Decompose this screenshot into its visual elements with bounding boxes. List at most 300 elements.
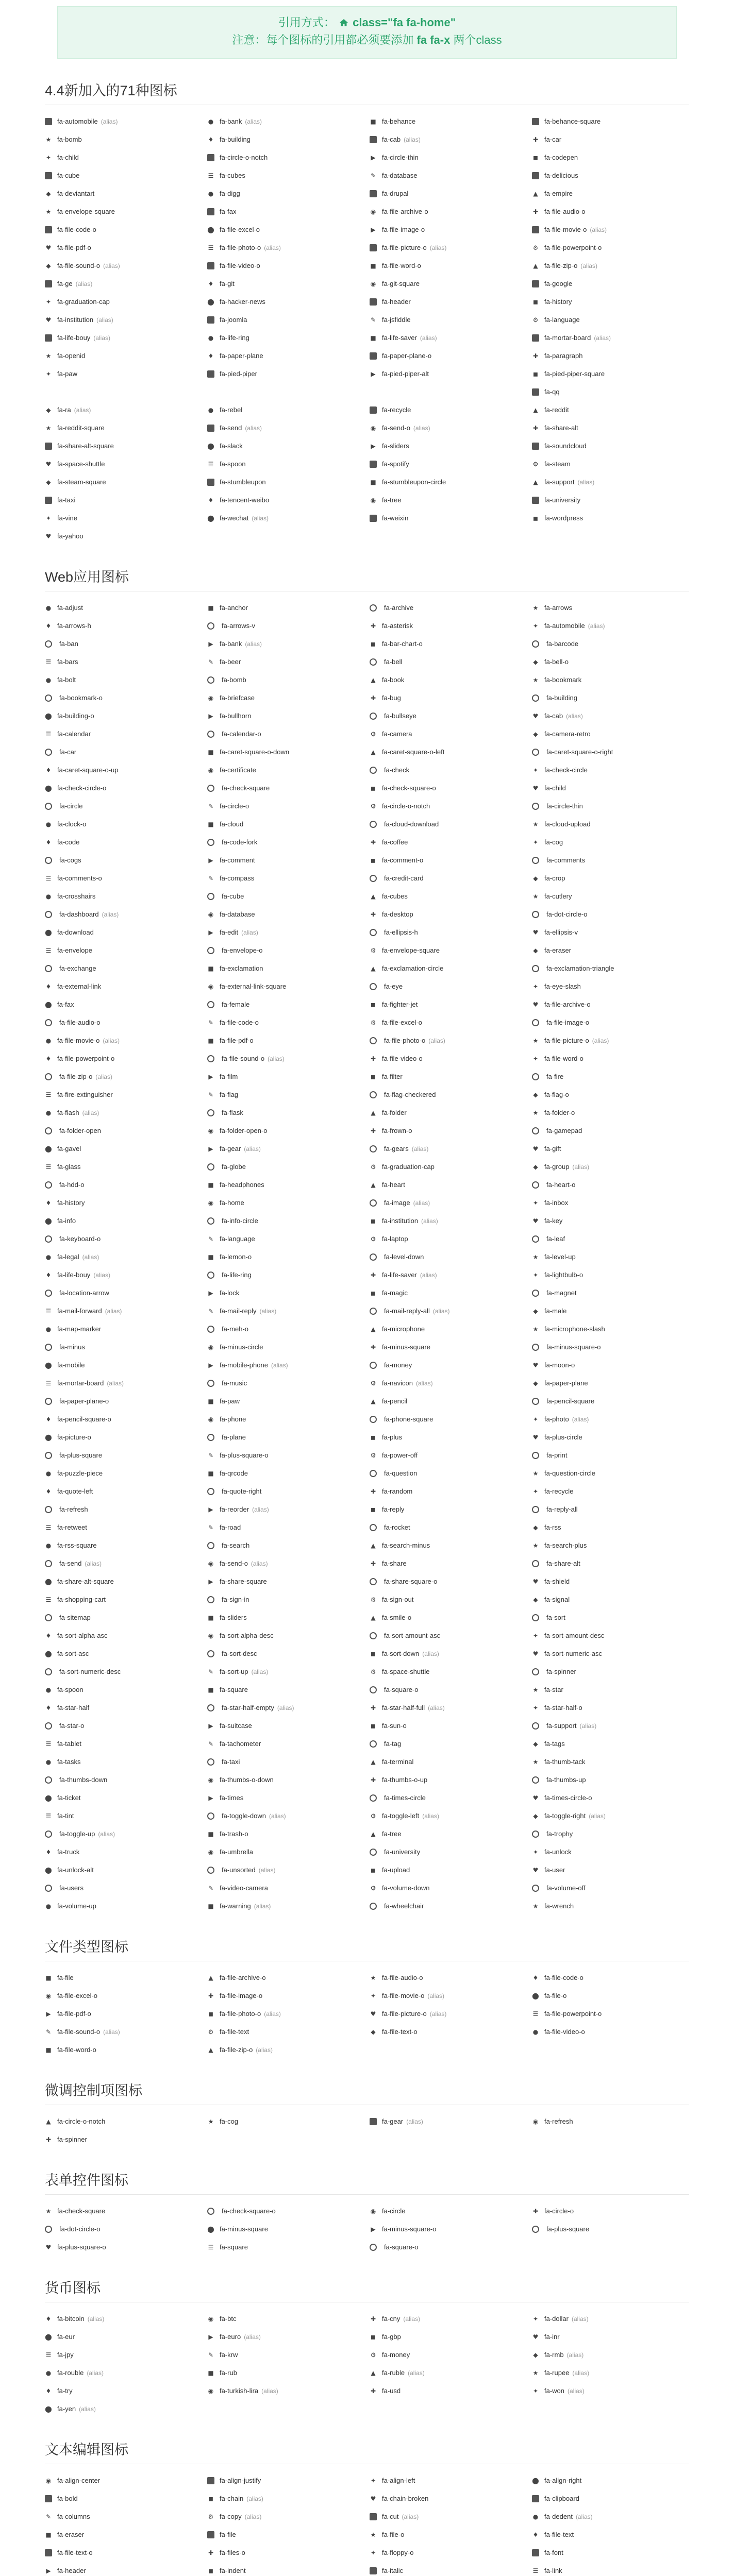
- icon-list-item[interactable]: [532, 1879, 689, 1897]
- icon-list-item[interactable]: [532, 1013, 689, 1031]
- icon-list-item[interactable]: [45, 1266, 202, 1284]
- icon-list-item[interactable]: [207, 365, 364, 383]
- icon-list-item[interactable]: [45, 653, 202, 671]
- icon-list-item[interactable]: [207, 743, 364, 761]
- icon-list-item[interactable]: [45, 2112, 202, 2130]
- icon-list-item[interactable]: [532, 1140, 689, 1158]
- icon-list-item[interactable]: [532, 2364, 689, 2382]
- icon-list-item[interactable]: [370, 815, 527, 833]
- icon-list-item[interactable]: [370, 1104, 527, 1122]
- icon-list-item[interactable]: [207, 2220, 364, 2238]
- icon-list-item[interactable]: [532, 1681, 689, 1699]
- icon-list-item[interactable]: [207, 1212, 364, 1230]
- icon-list-item[interactable]: [532, 275, 689, 293]
- icon-list-item[interactable]: [532, 2023, 689, 2041]
- icon-list-item[interactable]: [207, 1735, 364, 1753]
- icon-list-item[interactable]: [45, 1176, 202, 1194]
- icon-list-item[interactable]: [370, 1554, 527, 1572]
- icon-list-item[interactable]: [45, 2507, 202, 2526]
- icon-list-item[interactable]: [370, 1663, 527, 1681]
- icon-list-item[interactable]: [370, 2328, 527, 2346]
- icon-list-item[interactable]: [45, 2346, 202, 2364]
- icon-list-item[interactable]: [45, 941, 202, 959]
- icon-list-item[interactable]: [370, 166, 527, 184]
- icon-list-item[interactable]: [532, 1122, 689, 1140]
- icon-list-item[interactable]: [207, 2562, 364, 2576]
- icon-list-item[interactable]: [370, 437, 527, 455]
- icon-list-item[interactable]: [45, 2364, 202, 2382]
- icon-list-item[interactable]: [45, 401, 202, 419]
- icon-list-item[interactable]: [370, 599, 527, 617]
- icon-list-item[interactable]: [532, 1194, 689, 1212]
- icon-list-item[interactable]: [45, 148, 202, 166]
- icon-list-item[interactable]: [207, 1825, 364, 1843]
- icon-list-item[interactable]: [45, 1212, 202, 1230]
- icon-list-item[interactable]: [207, 1410, 364, 1428]
- icon-list-item[interactable]: [45, 1825, 202, 1843]
- icon-list-item[interactable]: [532, 1464, 689, 1482]
- icon-list-item[interactable]: [207, 779, 364, 797]
- icon-list-item[interactable]: [207, 671, 364, 689]
- icon-list-item[interactable]: [45, 815, 202, 833]
- icon-list-item[interactable]: [45, 1771, 202, 1789]
- icon-list-item[interactable]: [45, 1645, 202, 1663]
- icon-list-item[interactable]: [370, 2346, 527, 2364]
- icon-list-item[interactable]: [370, 1590, 527, 1608]
- icon-list-item[interactable]: [207, 473, 364, 491]
- icon-list-item[interactable]: [45, 2328, 202, 2346]
- icon-list-item[interactable]: [532, 1843, 689, 1861]
- icon-list-item[interactable]: [45, 977, 202, 995]
- icon-list-item[interactable]: [207, 761, 364, 779]
- icon-list-item[interactable]: [532, 1699, 689, 1717]
- icon-list-item[interactable]: [532, 689, 689, 707]
- icon-list-item[interactable]: [370, 311, 527, 329]
- icon-list-item[interactable]: [532, 1608, 689, 1626]
- icon-list-item[interactable]: [45, 743, 202, 761]
- icon-list-item[interactable]: [207, 725, 364, 743]
- icon-list-item[interactable]: [370, 2489, 527, 2507]
- icon-list-item[interactable]: [45, 1374, 202, 1392]
- icon-list-item[interactable]: [532, 329, 689, 347]
- icon-list-item[interactable]: [370, 2507, 527, 2526]
- icon-list-item[interactable]: [45, 1699, 202, 1717]
- icon-list-item[interactable]: [207, 455, 364, 473]
- icon-list-item[interactable]: [45, 1590, 202, 1608]
- icon-list-item[interactable]: [45, 509, 202, 527]
- icon-list-item[interactable]: [207, 329, 364, 347]
- icon-list-item[interactable]: [532, 2489, 689, 2507]
- icon-list-item[interactable]: [45, 347, 202, 365]
- icon-list-item[interactable]: [532, 1230, 689, 1248]
- icon-list-item[interactable]: [45, 797, 202, 815]
- icon-list-item[interactable]: [207, 2023, 364, 2041]
- icon-list-item[interactable]: [207, 1753, 364, 1771]
- icon-list-item[interactable]: [207, 2364, 364, 2382]
- icon-list-item[interactable]: [532, 1572, 689, 1590]
- icon-list-item[interactable]: [370, 1212, 527, 1230]
- icon-list-item[interactable]: [532, 2562, 689, 2576]
- icon-list-item[interactable]: [45, 1284, 202, 1302]
- icon-list-item[interactable]: [532, 725, 689, 743]
- icon-list-item[interactable]: [207, 653, 364, 671]
- icon-list-item[interactable]: [45, 2220, 202, 2238]
- icon-list-item[interactable]: [370, 2562, 527, 2576]
- icon-list-item[interactable]: [370, 1086, 527, 1104]
- icon-list-item[interactable]: [370, 1645, 527, 1663]
- icon-list-item[interactable]: [45, 2310, 202, 2328]
- icon-list-item[interactable]: [207, 1969, 364, 1987]
- icon-list-item[interactable]: [207, 833, 364, 851]
- icon-list-item[interactable]: [370, 725, 527, 743]
- icon-list-item[interactable]: [370, 2202, 527, 2220]
- icon-list-item[interactable]: [207, 2382, 364, 2400]
- icon-list-item[interactable]: [370, 1013, 527, 1031]
- icon-list-item[interactable]: [532, 1825, 689, 1843]
- icon-list-item[interactable]: [45, 869, 202, 887]
- icon-list-item[interactable]: [532, 347, 689, 365]
- icon-list-item[interactable]: [45, 689, 202, 707]
- icon-list-item[interactable]: [207, 257, 364, 275]
- icon-list-item[interactable]: [370, 202, 527, 221]
- icon-list-item[interactable]: [532, 1753, 689, 1771]
- icon-list-item[interactable]: [370, 509, 527, 527]
- icon-list-item[interactable]: [207, 509, 364, 527]
- icon-list-item[interactable]: [207, 1482, 364, 1500]
- icon-list-item[interactable]: [45, 455, 202, 473]
- icon-list-item[interactable]: [370, 1410, 527, 1428]
- icon-list-item[interactable]: [207, 221, 364, 239]
- icon-list-item[interactable]: [532, 221, 689, 239]
- icon-list-item[interactable]: [207, 1302, 364, 1320]
- icon-list-item[interactable]: [370, 707, 527, 725]
- icon-list-item[interactable]: [45, 1897, 202, 1915]
- icon-list-item[interactable]: [207, 1086, 364, 1104]
- icon-list-item[interactable]: [532, 1861, 689, 1879]
- icon-list-item[interactable]: [532, 1067, 689, 1086]
- icon-list-item[interactable]: [532, 959, 689, 977]
- icon-list-item[interactable]: [207, 311, 364, 329]
- icon-list-item[interactable]: [207, 437, 364, 455]
- icon-list-item[interactable]: [370, 671, 527, 689]
- icon-list-item[interactable]: [207, 419, 364, 437]
- icon-list-item[interactable]: [370, 1482, 527, 1500]
- icon-list-item[interactable]: [207, 1248, 364, 1266]
- icon-list-item[interactable]: [207, 797, 364, 815]
- icon-list-item[interactable]: [370, 2364, 527, 2382]
- icon-list-item[interactable]: [45, 184, 202, 202]
- icon-list-item[interactable]: [370, 1392, 527, 1410]
- icon-list-item[interactable]: [45, 1104, 202, 1122]
- icon-list-item[interactable]: [370, 1446, 527, 1464]
- icon-list-item[interactable]: [370, 1771, 527, 1789]
- icon-list-item[interactable]: [45, 1086, 202, 1104]
- icon-list-item[interactable]: [370, 923, 527, 941]
- icon-list-item[interactable]: [207, 2507, 364, 2526]
- icon-list-item[interactable]: [532, 1212, 689, 1230]
- icon-list-item[interactable]: [207, 1699, 364, 1717]
- icon-list-item[interactable]: [532, 671, 689, 689]
- icon-list-item[interactable]: [45, 1861, 202, 1879]
- icon-list-item[interactable]: [207, 707, 364, 725]
- icon-list-item[interactable]: [532, 869, 689, 887]
- icon-list-item[interactable]: [532, 184, 689, 202]
- icon-list-item[interactable]: [370, 1843, 527, 1861]
- icon-list-item[interactable]: [45, 1681, 202, 1699]
- icon-list-item[interactable]: [532, 815, 689, 833]
- icon-list-item[interactable]: [370, 887, 527, 905]
- icon-list-item[interactable]: [45, 1518, 202, 1536]
- icon-list-item[interactable]: [207, 2526, 364, 2544]
- icon-list-item[interactable]: [532, 130, 689, 148]
- icon-list-item[interactable]: [45, 1969, 202, 1987]
- icon-list-item[interactable]: [45, 1446, 202, 1464]
- icon-list-item[interactable]: [45, 1031, 202, 1049]
- icon-list-item[interactable]: [370, 959, 527, 977]
- icon-list-item[interactable]: [370, 1735, 527, 1753]
- icon-list-item[interactable]: [45, 1013, 202, 1031]
- icon-list-item[interactable]: [370, 1356, 527, 1374]
- icon-list-item[interactable]: [532, 1663, 689, 1681]
- icon-list-item[interactable]: [532, 112, 689, 130]
- icon-list-item[interactable]: [532, 1987, 689, 2005]
- icon-list-item[interactable]: [370, 1500, 527, 1518]
- icon-list-item[interactable]: [532, 1897, 689, 1915]
- icon-list-item[interactable]: [370, 689, 527, 707]
- icon-list-item[interactable]: [45, 1663, 202, 1681]
- icon-list-item[interactable]: [532, 887, 689, 905]
- icon-list-item[interactable]: [370, 239, 527, 257]
- icon-list-item[interactable]: [370, 1987, 527, 2005]
- icon-list-item[interactable]: [370, 221, 527, 239]
- icon-list-item[interactable]: [532, 1735, 689, 1753]
- icon-list-item[interactable]: [532, 293, 689, 311]
- icon-list-item[interactable]: [370, 977, 527, 995]
- icon-list-item[interactable]: [45, 2382, 202, 2400]
- icon-list-item[interactable]: [45, 1428, 202, 1446]
- icon-list-item[interactable]: [532, 1626, 689, 1645]
- icon-list-item[interactable]: [45, 599, 202, 617]
- icon-list-item[interactable]: [45, 1356, 202, 1374]
- icon-list-item[interactable]: [532, 2526, 689, 2544]
- icon-list-item[interactable]: [207, 599, 364, 617]
- icon-list-item[interactable]: [45, 1194, 202, 1212]
- icon-list-item[interactable]: [370, 905, 527, 923]
- icon-list-item[interactable]: [532, 1104, 689, 1122]
- icon-list-item[interactable]: [45, 311, 202, 329]
- icon-list-item[interactable]: [45, 1482, 202, 1500]
- icon-list-item[interactable]: [370, 401, 527, 419]
- icon-list-item[interactable]: [207, 1158, 364, 1176]
- icon-list-item[interactable]: [532, 437, 689, 455]
- icon-list-item[interactable]: [45, 1302, 202, 1320]
- icon-list-item[interactable]: [207, 1608, 364, 1626]
- icon-list-item[interactable]: [370, 1230, 527, 1248]
- icon-list-item[interactable]: [532, 1446, 689, 1464]
- icon-list-item[interactable]: [207, 1987, 364, 2005]
- icon-list-item[interactable]: [532, 1248, 689, 1266]
- icon-list-item[interactable]: [370, 1969, 527, 1987]
- icon-list-item[interactable]: [207, 1176, 364, 1194]
- icon-list-item[interactable]: [370, 1897, 527, 1915]
- icon-list-item[interactable]: [532, 977, 689, 995]
- icon-list-item[interactable]: [207, 112, 364, 130]
- icon-list-item[interactable]: [207, 1374, 364, 1392]
- icon-list-item[interactable]: [532, 455, 689, 473]
- icon-list-item[interactable]: [532, 833, 689, 851]
- icon-list-item[interactable]: [532, 2544, 689, 2562]
- icon-list-item[interactable]: [207, 1031, 364, 1049]
- icon-list-item[interactable]: [532, 761, 689, 779]
- icon-list-item[interactable]: [532, 202, 689, 221]
- icon-list-item[interactable]: [532, 797, 689, 815]
- icon-list-item[interactable]: [370, 1031, 527, 1049]
- icon-list-item[interactable]: [45, 887, 202, 905]
- icon-list-item[interactable]: [207, 1572, 364, 1590]
- icon-list-item[interactable]: [532, 743, 689, 761]
- icon-list-item[interactable]: [532, 2382, 689, 2400]
- icon-list-item[interactable]: [370, 491, 527, 509]
- icon-list-item[interactable]: [370, 617, 527, 635]
- icon-list-item[interactable]: [45, 2023, 202, 2041]
- icon-list-item[interactable]: [532, 2310, 689, 2328]
- icon-list-item[interactable]: [207, 617, 364, 635]
- icon-list-item[interactable]: [370, 1464, 527, 1482]
- icon-list-item[interactable]: [532, 941, 689, 959]
- icon-list-item[interactable]: [532, 1645, 689, 1663]
- icon-list-item[interactable]: [532, 1500, 689, 1518]
- icon-list-item[interactable]: [45, 130, 202, 148]
- icon-list-item[interactable]: [532, 1158, 689, 1176]
- icon-list-item[interactable]: [532, 923, 689, 941]
- icon-list-item[interactable]: [45, 1753, 202, 1771]
- icon-list-item[interactable]: [45, 1843, 202, 1861]
- icon-list-item[interactable]: [532, 1518, 689, 1536]
- icon-list-item[interactable]: [370, 148, 527, 166]
- icon-list-item[interactable]: [45, 1735, 202, 1753]
- icon-list-item[interactable]: [532, 419, 689, 437]
- icon-list-item[interactable]: [45, 1140, 202, 1158]
- icon-list-item[interactable]: [207, 2346, 364, 2364]
- icon-list-item[interactable]: [45, 257, 202, 275]
- icon-list-item[interactable]: [207, 275, 364, 293]
- icon-list-item[interactable]: [45, 202, 202, 221]
- icon-list-item[interactable]: [532, 1482, 689, 1500]
- icon-list-item[interactable]: [207, 2041, 364, 2059]
- icon-list-item[interactable]: [207, 401, 364, 419]
- icon-list-item[interactable]: [207, 1861, 364, 1879]
- icon-list-item[interactable]: [207, 2112, 364, 2130]
- icon-list-item[interactable]: [45, 1049, 202, 1067]
- icon-list-item[interactable]: [45, 1879, 202, 1897]
- icon-list-item[interactable]: [45, 2202, 202, 2220]
- icon-list-item[interactable]: [207, 166, 364, 184]
- icon-list-item[interactable]: [370, 365, 527, 383]
- icon-list-item[interactable]: [532, 1410, 689, 1428]
- icon-list-item[interactable]: [45, 419, 202, 437]
- icon-list-item[interactable]: [532, 2471, 689, 2489]
- icon-list-item[interactable]: [207, 815, 364, 833]
- icon-list-item[interactable]: [532, 851, 689, 869]
- icon-list-item[interactable]: [45, 851, 202, 869]
- icon-list-item[interactable]: [370, 1248, 527, 1266]
- icon-list-item[interactable]: [370, 347, 527, 365]
- icon-list-item[interactable]: [532, 1320, 689, 1338]
- icon-list-item[interactable]: [207, 1104, 364, 1122]
- icon-list-item[interactable]: [207, 905, 364, 923]
- icon-list-item[interactable]: [207, 941, 364, 959]
- icon-list-item[interactable]: [207, 2328, 364, 2346]
- icon-list-item[interactable]: [45, 2130, 202, 2148]
- icon-list-item[interactable]: [370, 112, 527, 130]
- icon-list-item[interactable]: [532, 166, 689, 184]
- icon-list-item[interactable]: [532, 2328, 689, 2346]
- icon-list-item[interactable]: [45, 959, 202, 977]
- icon-list-item[interactable]: [370, 1338, 527, 1356]
- icon-list-item[interactable]: [532, 2112, 689, 2130]
- icon-list-item[interactable]: [370, 1518, 527, 1536]
- icon-list-item[interactable]: [532, 1302, 689, 1320]
- icon-list-item[interactable]: [45, 1717, 202, 1735]
- icon-list-item[interactable]: [207, 995, 364, 1013]
- icon-list-item[interactable]: [207, 869, 364, 887]
- icon-list-item[interactable]: [45, 905, 202, 923]
- icon-list-item[interactable]: [370, 1699, 527, 1717]
- icon-list-item[interactable]: [207, 923, 364, 941]
- icon-list-item[interactable]: [45, 2041, 202, 2059]
- icon-list-item[interactable]: [370, 2112, 527, 2130]
- icon-list-item[interactable]: [45, 1230, 202, 1248]
- icon-list-item[interactable]: [532, 365, 689, 383]
- icon-list-item[interactable]: [370, 833, 527, 851]
- icon-list-item[interactable]: [45, 1158, 202, 1176]
- icon-list-item[interactable]: [207, 959, 364, 977]
- icon-list-item[interactable]: [532, 653, 689, 671]
- icon-list-item[interactable]: [207, 1122, 364, 1140]
- icon-list-item[interactable]: [45, 1987, 202, 2005]
- icon-list-item[interactable]: [207, 977, 364, 995]
- icon-list-item[interactable]: [370, 1789, 527, 1807]
- icon-list-item[interactable]: [45, 1626, 202, 1645]
- icon-list-item[interactable]: [207, 887, 364, 905]
- icon-list-item[interactable]: [45, 617, 202, 635]
- icon-list-item[interactable]: [370, 2005, 527, 2023]
- icon-list-item[interactable]: [370, 293, 527, 311]
- icon-list-item[interactable]: [45, 1807, 202, 1825]
- icon-list-item[interactable]: [207, 2544, 364, 2562]
- icon-list-item[interactable]: [532, 1969, 689, 1987]
- icon-list-item[interactable]: [207, 130, 364, 148]
- icon-list-item[interactable]: [370, 1626, 527, 1645]
- icon-list-item[interactable]: [207, 1194, 364, 1212]
- icon-list-item[interactable]: [207, 1879, 364, 1897]
- icon-list-item[interactable]: [207, 1645, 364, 1663]
- icon-list-item[interactable]: [207, 635, 364, 653]
- icon-list-item[interactable]: [532, 1176, 689, 1194]
- icon-list-item[interactable]: [532, 239, 689, 257]
- icon-list-item[interactable]: [207, 1789, 364, 1807]
- icon-list-item[interactable]: [45, 725, 202, 743]
- icon-list-item[interactable]: [45, 1608, 202, 1626]
- icon-list-item[interactable]: [45, 2471, 202, 2489]
- icon-list-item[interactable]: [370, 2220, 527, 2238]
- icon-list-item[interactable]: [207, 1717, 364, 1735]
- icon-list-item[interactable]: [45, 635, 202, 653]
- icon-list-item[interactable]: [207, 1067, 364, 1086]
- icon-list-item[interactable]: [370, 184, 527, 202]
- icon-list-item[interactable]: [532, 1554, 689, 1572]
- icon-list-item[interactable]: [370, 1067, 527, 1086]
